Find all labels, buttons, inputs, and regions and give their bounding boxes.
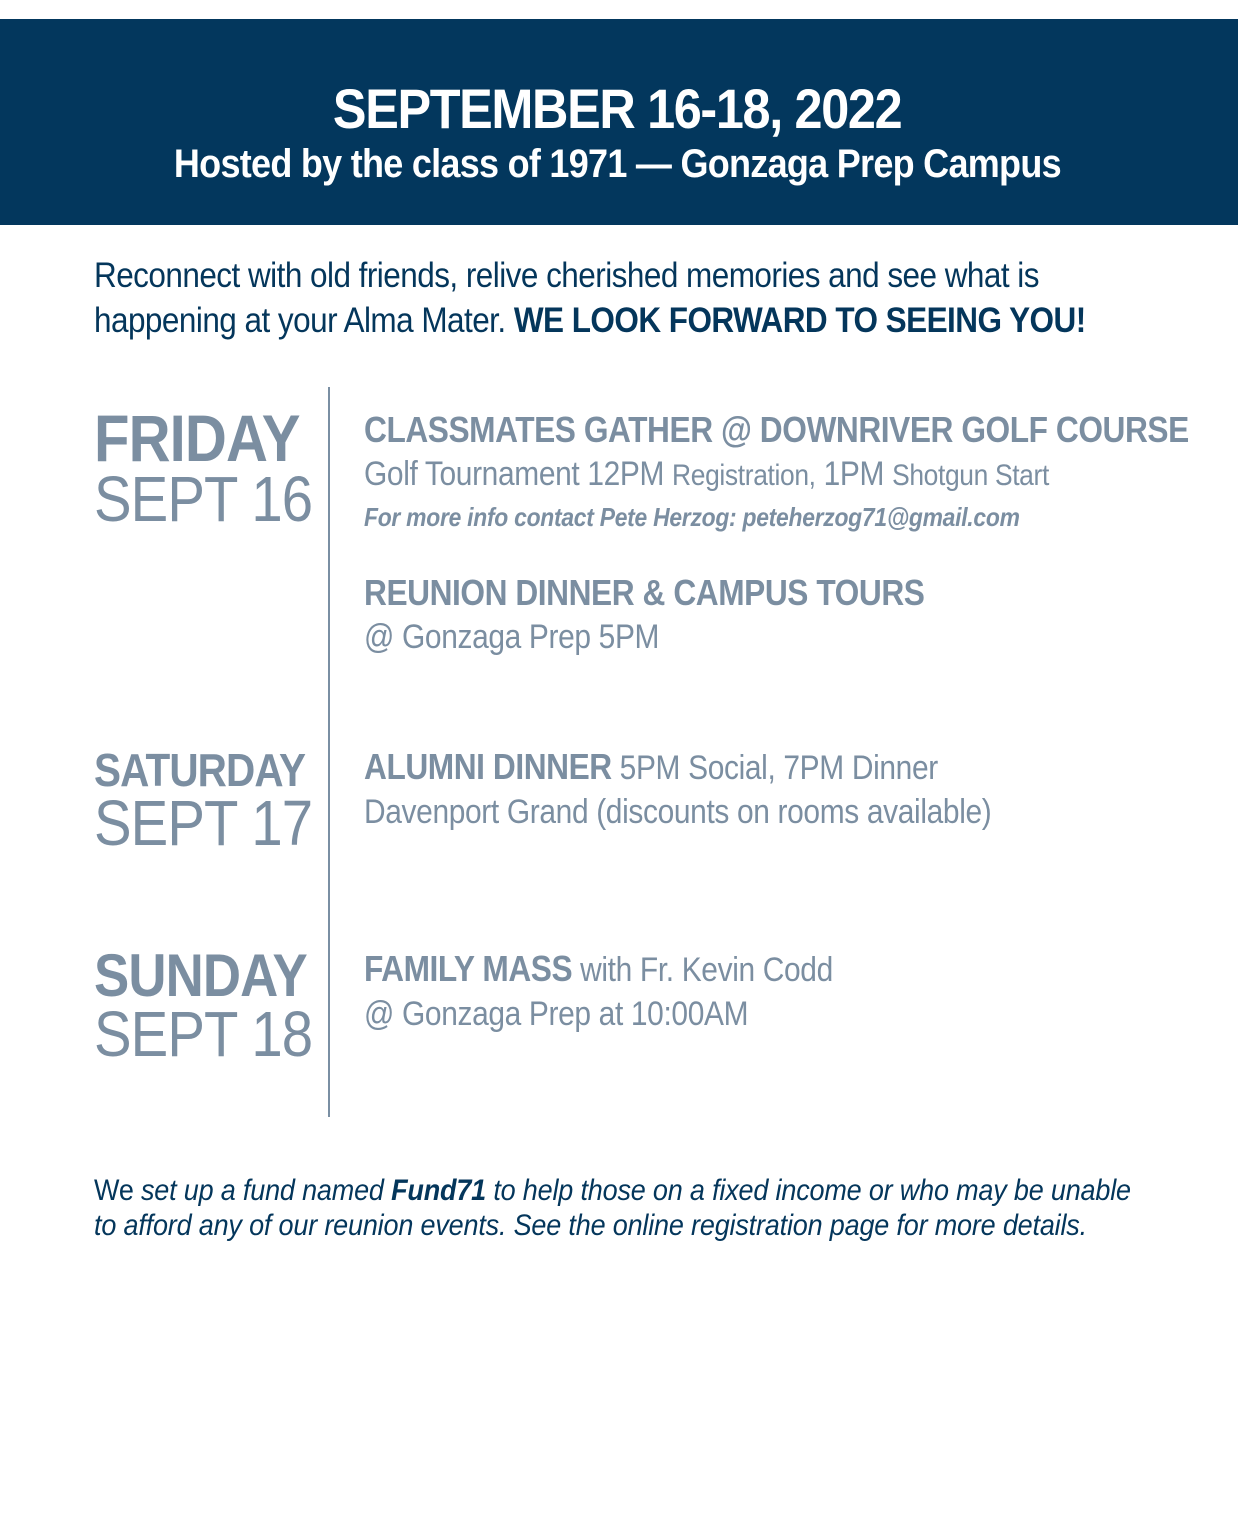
- day-date: SEPT 18: [94, 998, 313, 1070]
- fund-text: set up a fund named: [140, 1174, 384, 1207]
- event-detail: with Fr. Kevin Codd: [580, 951, 833, 989]
- event-location: Davenport Grand (discounts on rooms available): [364, 793, 992, 831]
- event-title: REUNION DINNER & CAMPUS TOURS: [364, 572, 925, 613]
- event-title: ALUMNI DINNER: [364, 746, 612, 787]
- intro-text-2: happening at your Alma Mater.: [94, 301, 506, 340]
- header-banner: [0, 19, 1238, 225]
- event-details: [364, 452, 1189, 498]
- event-alumni-dinner: [364, 745, 991, 834]
- event-detail: 5PM Social, 7PM Dinner: [619, 749, 938, 787]
- intro-text: Reconnect with old friends, relive cherished memories and see what is: [94, 256, 1039, 295]
- day-saturday: [94, 744, 313, 859]
- event-heading: [364, 745, 991, 790]
- fund-note: [94, 1173, 1210, 1243]
- day-friday: [94, 401, 313, 535]
- intro-emphasis: WE LOOK FORWARD TO SEEING YOU!: [513, 301, 1086, 340]
- day-date: SEPT 17: [94, 787, 313, 859]
- event-reunion-dinner: [364, 571, 924, 659]
- fund-text-2: to help those on a fixed income or who may be unable: [493, 1174, 1131, 1207]
- intro-paragraph: [94, 253, 1093, 343]
- event-family-mass: [364, 947, 833, 1036]
- day-name: FRIDAY: [94, 401, 300, 475]
- event-detail-label: Registration,: [672, 459, 816, 492]
- event-location: @ Gonzaga Prep 5PM: [364, 618, 660, 656]
- day-date: SEPT 16: [94, 463, 313, 535]
- event-detail-time: Golf Tournament 12PM: [364, 455, 665, 493]
- schedule-divider: [328, 387, 330, 1117]
- event-detail-label-2: Shotgun Start: [892, 459, 1049, 492]
- day-name: SATURDAY: [94, 744, 306, 796]
- event-heading: [364, 947, 833, 992]
- event-golf: [364, 408, 1189, 536]
- day-name: SUNDAY: [94, 942, 307, 1009]
- fund-we: We: [94, 1174, 134, 1207]
- host-subtitle: Hosted by the class of 1971 — Gonzaga Prep Campus: [173, 142, 1061, 186]
- fund-name: Fund71: [391, 1174, 487, 1207]
- contact-note: For more info contact Pete Herzog: peteherzog71@gmail.com: [364, 502, 1020, 532]
- fund-text-3: to afford any of our reunion events. See the online registration page for more details.: [94, 1209, 1087, 1242]
- event-title: FAMILY MASS: [364, 948, 573, 989]
- event-location: @ Gonzaga Prep at 10:00AM: [364, 995, 749, 1033]
- day-sunday: [94, 942, 313, 1070]
- event-date-title: SEPTEMBER 16-18, 2022: [332, 77, 902, 140]
- event-detail-time-2: 1PM: [823, 455, 885, 493]
- event-title: CLASSMATES GATHER @ DOWNRIVER GOLF COURSE: [364, 409, 1189, 450]
